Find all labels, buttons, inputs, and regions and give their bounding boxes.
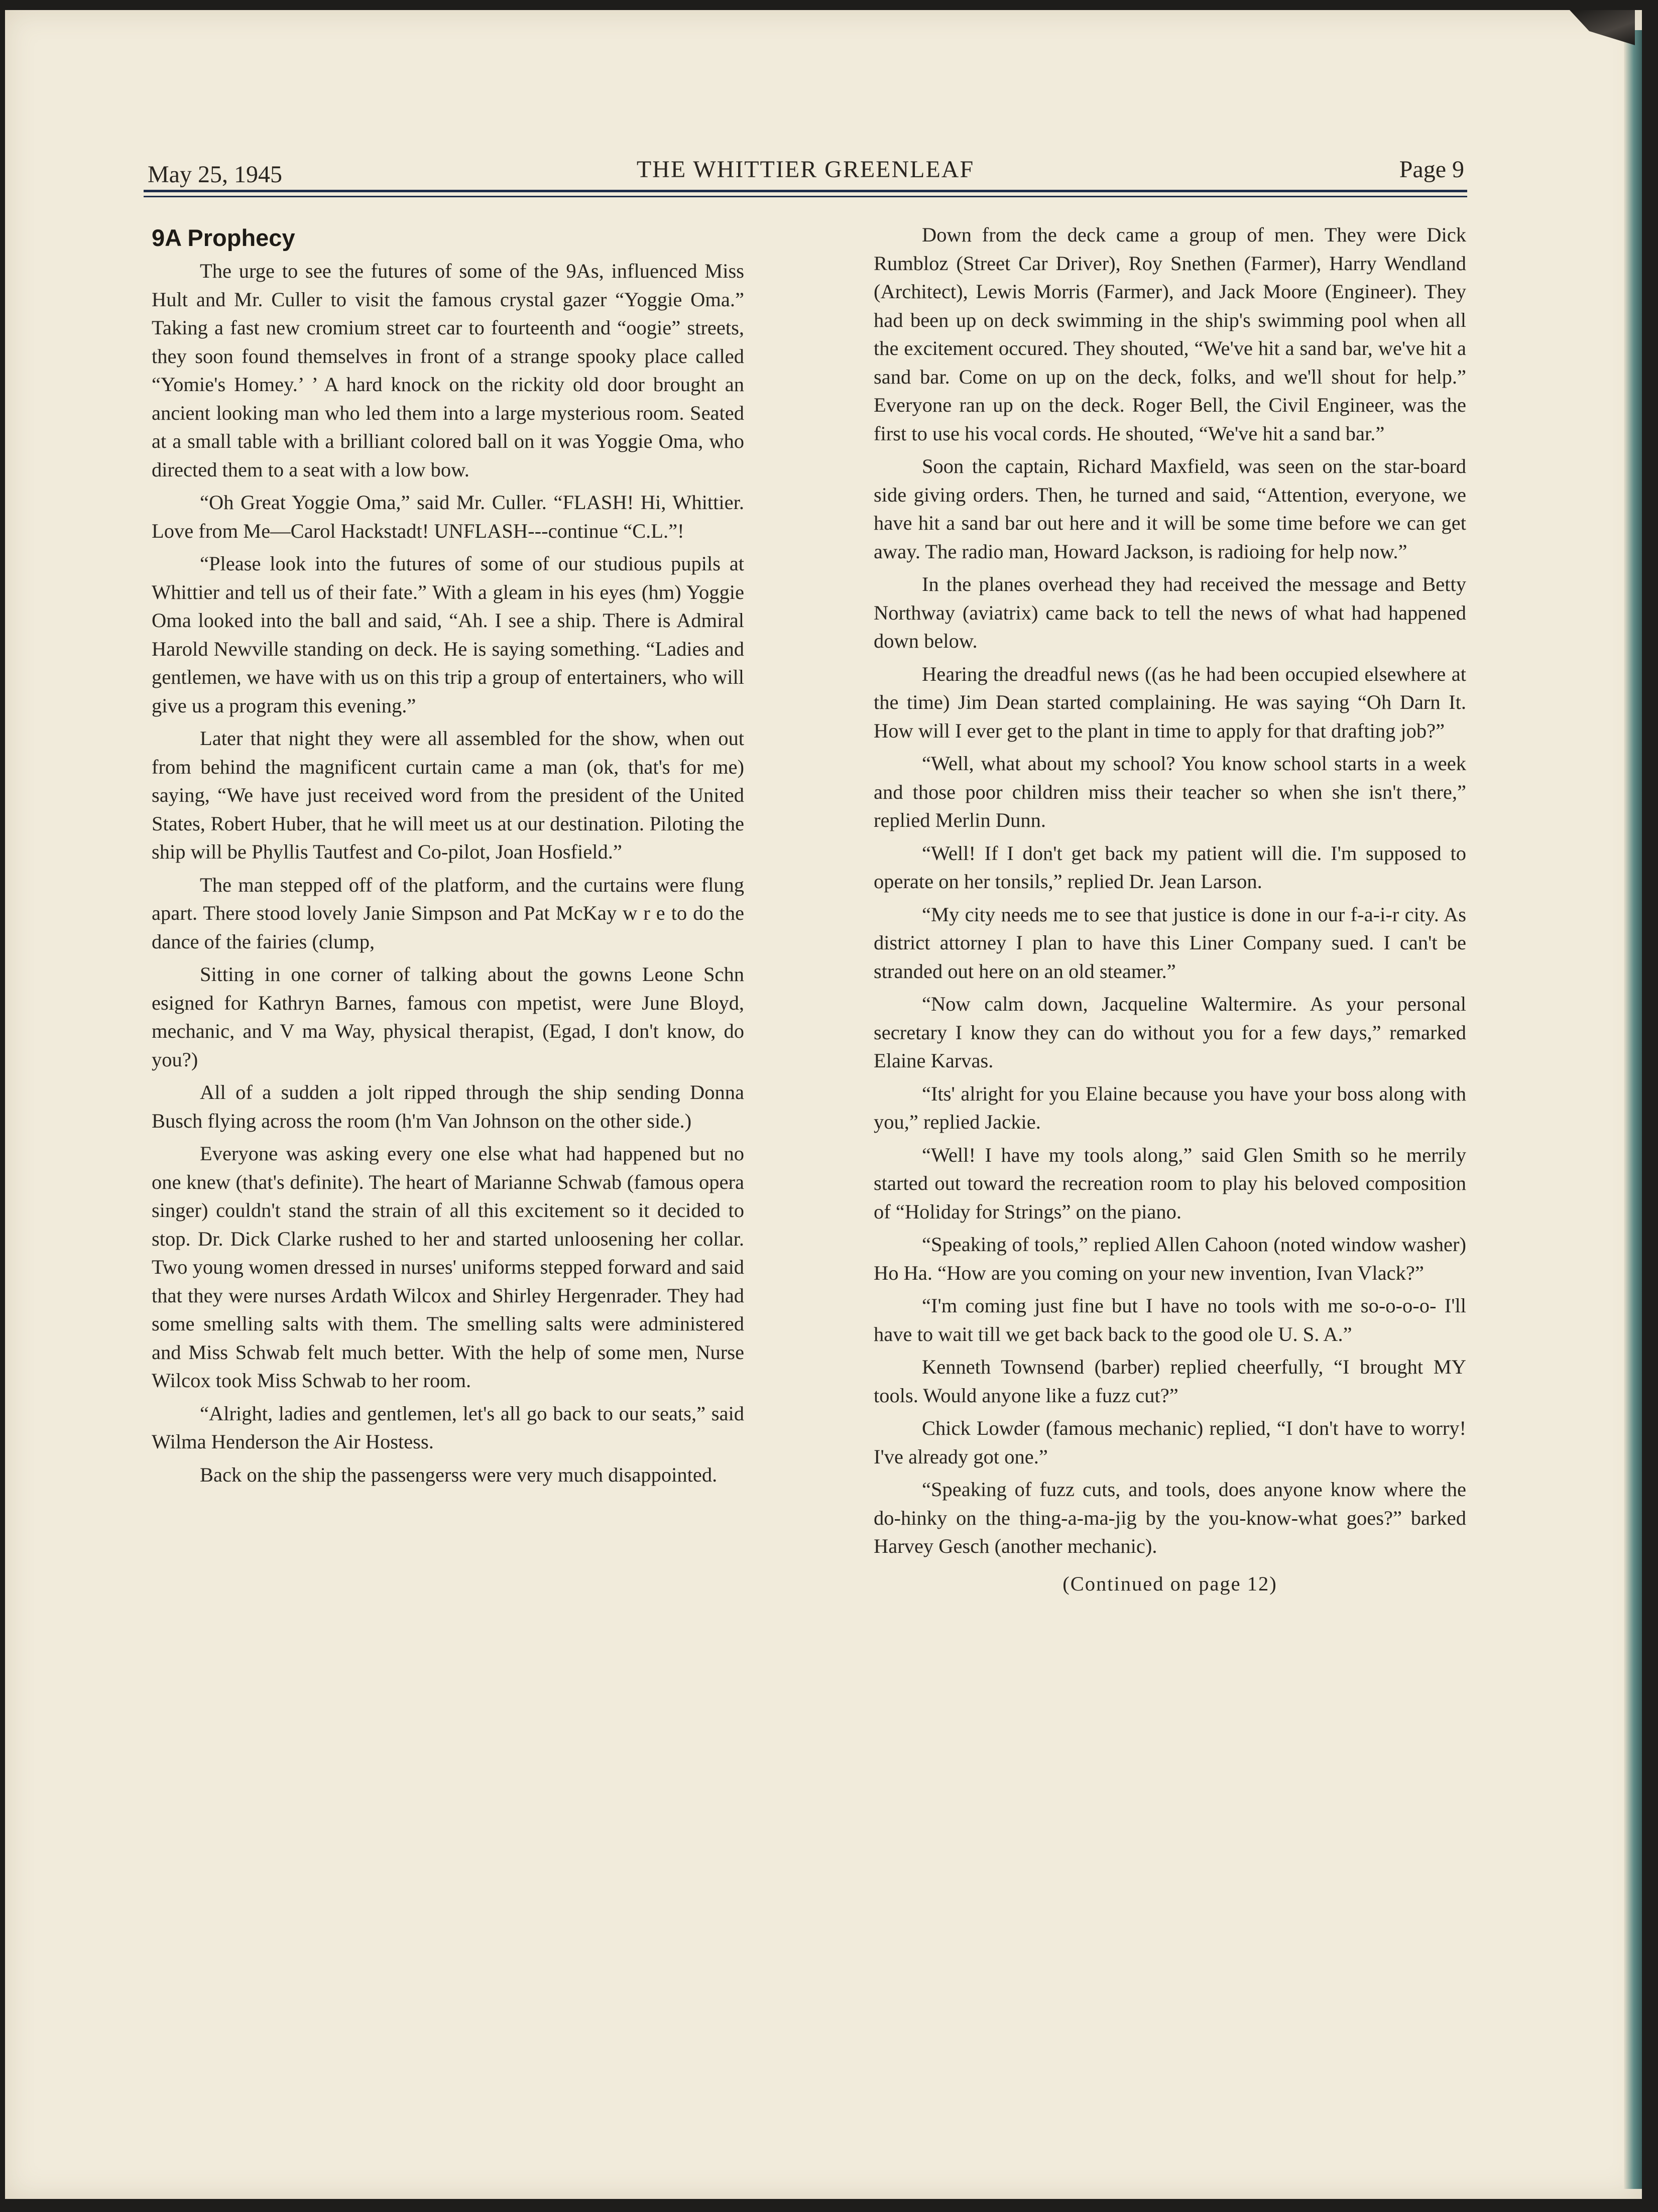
article-title: 9A Prophecy — [152, 224, 295, 251]
binding-edge — [1624, 30, 1642, 2189]
article-paragraph: “Please look into the futures of some of our studious pupils at Whittier and tell us of their fate.” With a gleam in his eyes (hm) Yoggie Oma looked into the ball and said, “Ah. I see a ship. There is Admiral Harold Newville standing on deck. He is saying something. “Ladies and gentlemen, we have with us on this trip a group of entertainers, who will give us a program this evening.” — [152, 552, 744, 717]
article-paragraph: “Well! I have my tools along,” said Glen Smith so he merrily started out toward the recreation room to play his beloved composition of “Holiday for Strings” on the piano. — [874, 1143, 1466, 1223]
article-paragraph: Back on the ship the passengerss were very much disappointed. — [200, 1463, 718, 1486]
page-header — [144, 151, 1467, 191]
article-paragraph: Later that night they were all assembled for the show, when out from behind the magnificent curtain came a man (ok, that's for me) saying, “We have just received word from the president of the United States, Robert Huber, that he will meet us at our destination. Piloting the ship will be Phyllis Tautfest and Co-pilot, Joan Hosfield.” — [152, 727, 744, 863]
header-rule-thick — [144, 190, 1467, 192]
article-paragraph: “Oh Great Yoggie Oma,” said Mr. Culler. “FLASH! Hi, Whittier. Love from Me—Carol Hackstadt! UNFLASH---continue “C.L.”! — [152, 491, 744, 542]
article-paragraph: In the planes overhead they had received the message and Betty Northway (aviatrix) came back to tell the news of what had happened down below. — [874, 573, 1466, 652]
article-paragraph: Hearing the dreadful news ((as he had been occupied elsewhere at the time) Jim Dean started complaining. He was saying “Oh Darn It. How will I ever get to the plant in time to apply for that drafting job?” — [874, 662, 1466, 742]
article-paragraph: “Speaking of fuzz cuts, and tools, does anyone know where the do-hinky on the thing-a-ma-jig by the you-know-what goes?” barked Harvey Gesch (another mechanic). — [874, 1478, 1466, 1557]
continued-note: (Continued on page 12) — [1062, 1572, 1277, 1595]
article-paragraph: “Well, what about my school? You know school starts in a week and those poor children miss their teacher so when she isn't there,” replied Merlin Dunn. — [874, 752, 1466, 831]
article-paragraph: Everyone was asking every one else what had happened but no one knew (that's definite). The heart of Marianne Schwab (famous opera singer) couldn't stand the strain of all this excitement so it decided to stop. Dr. Dick Clarke rushed to her and started unloosening her collar. Two young women dressed in nurses' uniforms stepped forward and said that they were nurses Ardath Wilcox and Shirley Hergenrader. They had some smelling salts with them. The smelling salts were administered and Miss Schwab felt much better. With the help of some men, Nurse Wilcox took Miss Schwab to her room. — [152, 1142, 744, 1392]
article-paragraph: “My city needs me to see that justice is done in our f-a-i-r city. As district attorney I plan to have this Liner Company sued. I can't be stranded out here on an old steamer.” — [874, 903, 1466, 982]
article-paragraph: “Now calm down, Jacqueline Waltermire. As your personal secretary I know they can do without you for a few days,” remarked Elaine Karvas. — [874, 993, 1466, 1072]
article-paragraph: Chick Lowder (famous mechanic) replied, “I don't have to worry! I've already got one.” — [874, 1417, 1466, 1468]
article-paragraph: “Its' alright for you Elaine because you have your boss along with you,” replied Jackie. — [874, 1082, 1466, 1133]
article-paragraph: The urge to see the futures of some of the 9As, influenced Miss Hult and Mr. Culler to visit the famous crystal gazer “Yoggie Oma.” Taking a fast new cromium street car to fourteenth and “oogie” streets, they soon found themselves in front of a strange spooky place called “Yomie's Homey.’ ’ A hard knock on the rickity old door brought an ancient looking man who led them into a large mysterious room. Seated at a small table with a brilliant colored ball on it was Yoggie Oma, who directed them to a seat with a low bow. — [152, 260, 744, 481]
article-paragraph: Kenneth Townsend (barber) replied cheerfully, “I brought MY tools. Would anyone like a fuzz cut?” — [874, 1356, 1466, 1407]
article-paragraph: Sitting in one corner of talking about the gowns Leone Schn esigned for Kathryn Barnes, famous con mpetist, were June Bloyd, mechanic, and V ma Way, physical therapist, (Egad, I don't know, do you?) — [152, 963, 744, 1071]
article-paragraph: “Alright, ladies and gentlemen, let's all go back to our seats,” said Wilma Henderson the Air Hostess. — [152, 1402, 744, 1453]
binder-clip — [1570, 10, 1635, 45]
newspaper-title: THE WHITTIER GREENLEAF — [636, 156, 975, 183]
issue-date: May 25, 1945 — [148, 161, 282, 188]
article-paragraph: Down from the deck came a group of men. They were Dick Rumbloz (Street Car Driver), Roy Snethen (Farmer), Harry Wendland (Architect), Lewis Morris (Farmer), and Jack Moore (Engineer). They had been up on deck swimming in the ship's swimming pool when all the excitement occured. They shouted, “We've hit a sand bar, we've hit a sand bar. Come on up on the deck, folks, and we'll shout for help.” Everyone ran up on the deck. Roger Bell, the Civil Engineer, was the first to use his vocal cords. He shouted, “We've hit a sand bar.” — [874, 223, 1466, 445]
article-paragraph: All of a sudden a jolt ripped through the ship sending Donna Busch flying across the room (h'm Van Johnson on the other side.) — [152, 1081, 744, 1132]
article-paragraph: “Speaking of tools,” replied Allen Cahoon (noted window washer) Ho Ha. “How are you coming on your new invention, Ivan Vlack?” — [874, 1233, 1466, 1284]
page-number: Page 9 — [1399, 156, 1464, 183]
article-paragraph: “I'm coming just fine but I have no tools with me so-o-o-o- I'll have to wait till we get back back to the good ole U. S. A.” — [874, 1294, 1466, 1345]
right-column — [874, 221, 1466, 1603]
article-paragraph: Soon the captain, Richard Maxfield, was seen on the star-board side giving orders. Then, he turned and said, “Attention, everyone, we have hit a sand bar out here and it will be some time before we can get away. The radio man, Howard Jackson, is radioing for help now.” — [874, 455, 1466, 563]
header-rule-thin — [144, 196, 1467, 197]
article-paragraph: The man stepped off of the platform, and the curtains were flung apart. There stood lovely Janie Simpson and Pat McKay w r e to do the dance of the fairies (clump, — [152, 873, 744, 953]
article-paragraph: “Well! If I don't get back my patient will die. I'm supposed to operate on her tonsils,” replied Dr. Jean Larson. — [874, 841, 1466, 893]
left-column — [152, 221, 744, 1494]
